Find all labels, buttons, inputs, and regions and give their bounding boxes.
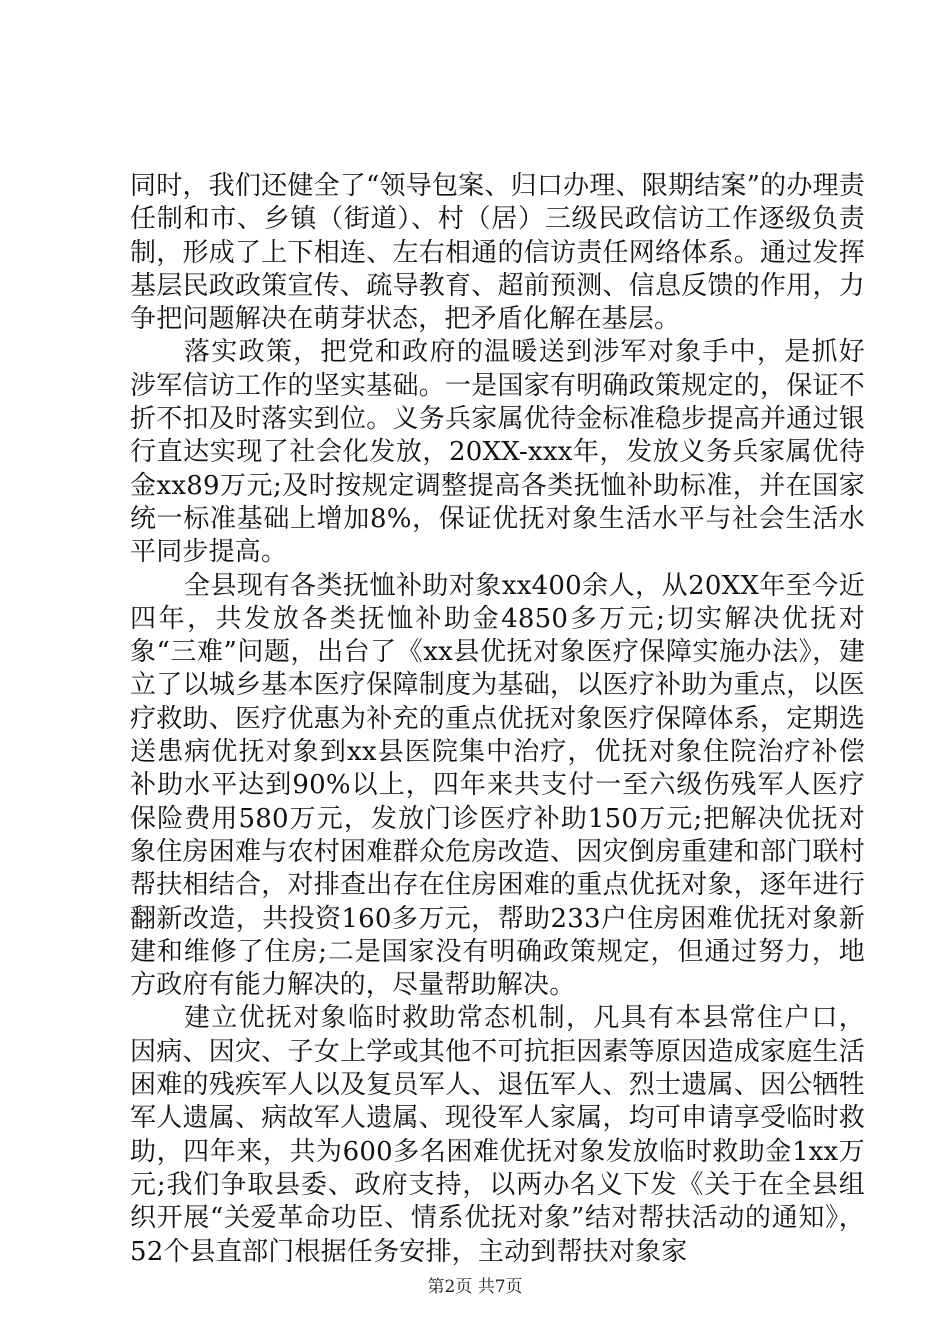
document-body: [130, 170, 865, 1269]
page-footer: 第2页 共7页: [427, 1277, 523, 1297]
paragraph-3: 全县现有各类抚恤补助对象xx400余人，从20XX年至今近四年，共发放各类抚恤补助金4850多万元;切实解决优抚对象“三难”问题，出台了《xx县优抚对象医疗保障实施办法》，建立了以城乡基本医疗保障制度为基础，以医疗补助为重点，以医疗救助、医疗优惠为补充的重点优抚对象医疗保障体系，定期选送患病优抚对象到xx县医院集中治疗，优抚对象住院治疗补偿补助水平达到90%以上，四年来共支付一至六级伤残军人医疗保险费用580万元，发放门诊医疗补助150万元;把解决优抚对象住房困难与农村困难群众危房改造、因灾倒房重建和部门联村帮扶相结合，对排查出存在住房困难的重点优抚对象，逐年进行翻新改造，共投资160多万元，帮助233户住房困难优抚对象新建和维修了住房;二是国家没有明确政策规定，但通过努力，地方政府有能力解决的，尽量帮助解决。: [130, 570, 865, 1001]
paragraph-2: 落实政策，把党和政府的温暖送到涉军对象手中，是抓好涉军信访工作的坚实基础。一是国家有明确政策规定的，保证不折不扣及时落实到位。义务兵家属优待金标准稳步提高并通过银行直达实现了社会化发放，20XX-xxx年，发放义务兵家属优待金xx89万元;及时按规定调整提高各类抚恤补助标准，并在国家统一标准基础上增加8%，保证优抚对象生活水平与社会生活水平同步提高。: [130, 337, 865, 568]
paragraph-4: 建立优抚对象临时救助常态机制，凡具有本县常住户口，因病、因灾、子女上学或其他不可抗拒因素等原因造成家庭生活困难的残疾军人以及复员军人、退伍军人、烈士遗属、因公牺牲军人遗属、病故军人遗属、现役军人家属，均可申请享受临时救助，四年来，共为600多名困难优抚对象发放临时救助金1xx万元;我们争取县委、政府支持，以两办名义下发《关于在全县组织开展“关爱革命功臣、情系优抚对象”结对帮扶活动的通知》，52个县直部门根据任务安排，主动到帮扶对象家: [130, 1003, 865, 1267]
paragraph-1: 同时，我们还健全了“领导包案、归口办理、限期结案”的办理责任制和市、乡镇（街道）、村（居）三级民政信访工作逐级负责制，形成了上下相连、左右相通的信访责任网络体系。通过发挥基层民政政策宣传、疏导教育、超前预测、信息反馈的作用，力争把问题解决在萌芽状态，把矛盾化解在基层。: [130, 171, 865, 335]
